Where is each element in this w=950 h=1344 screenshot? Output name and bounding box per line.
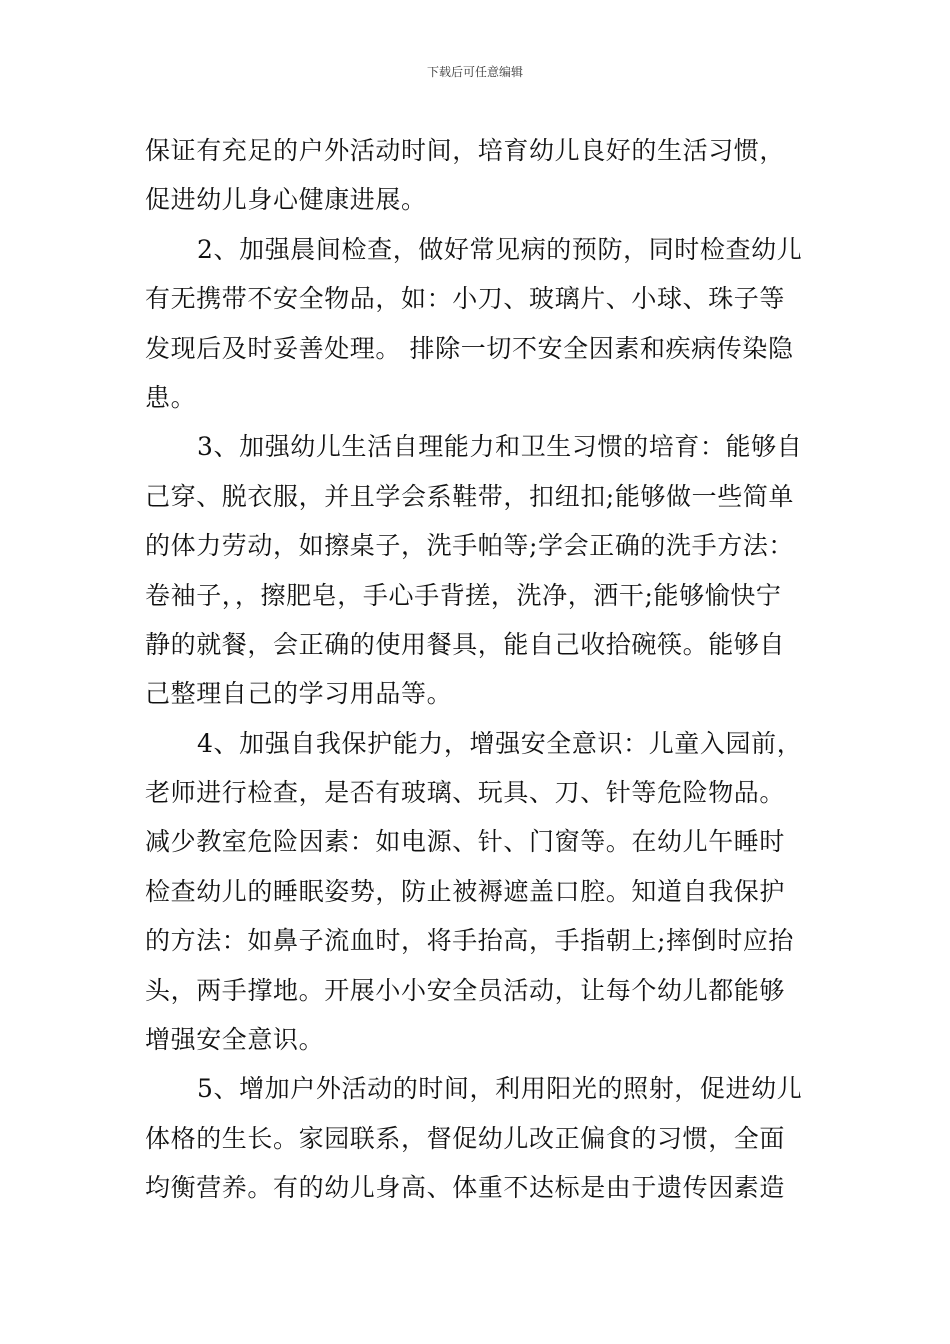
- text-line: 己穿、脱衣服，并且学会系鞋带，扣纽扣;能够做一些简单: [145, 481, 795, 511]
- text-line: 检查幼儿的睡眠姿势，防止被褥遮盖口腔。知道自我保护: [145, 876, 786, 906]
- text-line: 的体力劳动，如擦桌子，洗手帕等;学会正确的洗手方法：: [145, 531, 795, 561]
- text-line: 促进幼儿身心健康进展。: [145, 185, 427, 215]
- text-line: 减少教室危险因素：如电源、针、门窗等。在幼儿午睡时: [145, 827, 786, 857]
- text-line: 发现后及时妥善处理。 排除一切不安全因素和疾病传染隐: [145, 333, 794, 363]
- text-line: 增强安全意识。: [145, 1025, 325, 1055]
- paragraph-start-line: 2、加强晨间检查，做好常见病的预防，同时检查幼儿: [197, 234, 803, 264]
- paragraph-start-line: 3、加强幼儿生活自理能力和卫生习惯的培育：能够自: [197, 432, 803, 462]
- text-line: 头，两手撑地。开展小小安全员活动，让每个幼儿都能够: [145, 975, 786, 1005]
- text-line: 老师进行检查，是否有玻璃、玩具、刀、针等危险物品。: [145, 778, 786, 808]
- page-header: 下载后可任意编辑: [426, 65, 523, 79]
- text-line: 体格的生长。家园联系，督促幼儿改正偏食的习惯，全面: [145, 1123, 786, 1153]
- text-line: 有无携带不安全物品，如：小刀、玻璃片、小球、珠子等: [145, 284, 786, 314]
- paragraph-start-line: 4、加强自我保护能力，增强安全意识：儿童入园前，: [197, 728, 803, 758]
- text-line: 卷袖子，，擦肥皂，手心手背搓，洗净，洒干;能够愉快宁: [145, 580, 782, 610]
- text-line: 的方法：如鼻子流血时，将手抬高，手指朝上;摔倒时应抬: [145, 926, 795, 956]
- text-line: 均衡营养。有的幼儿身高、体重不达标是由于遗传因素造: [145, 1173, 786, 1203]
- paragraph-start-line: 5、增加户外活动的时间，利用阳光的照射，促进幼儿: [197, 1074, 803, 1104]
- text-line: 己整理自己的学习用品等。: [145, 679, 453, 709]
- text-line: 患。: [145, 382, 197, 412]
- document-body: [145, 126, 810, 1213]
- text-line: 保证有充足的户外活动时间，培育幼儿良好的生活习惯，: [145, 136, 786, 165]
- text-line: 静的就餐，会正确的使用餐具，能自己收拾碗筷。能够自: [145, 629, 786, 659]
